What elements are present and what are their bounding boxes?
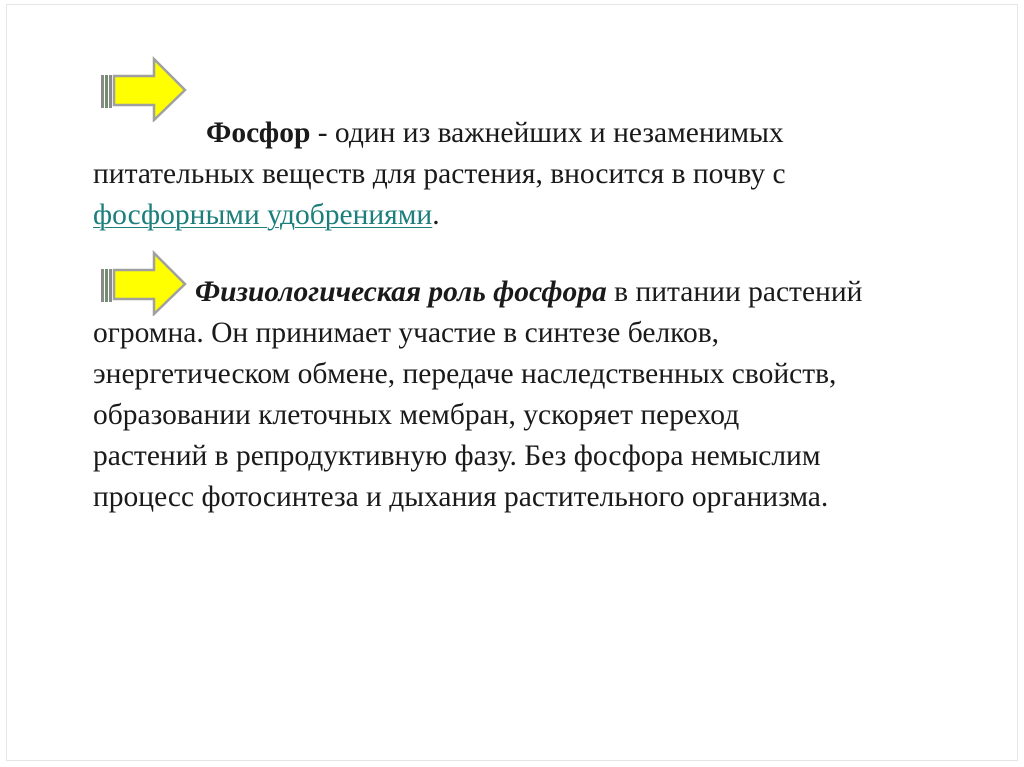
term-physiological-role: Физиологическая роль фосфора <box>195 276 607 308</box>
paragraph2-line3: энергетическом обмене, передаче наследственных свойств, <box>93 358 837 390</box>
paragraph2-line6: процесс фотосинтеза и дыхания растительного организма. <box>93 481 829 513</box>
paragraph1-end: . <box>432 199 440 231</box>
term-phosphorus: Фосфор <box>206 117 311 149</box>
paragraph-phosphorus <box>93 113 993 236</box>
slide <box>6 4 1018 761</box>
paragraph2-text: в питании растений <box>606 276 863 308</box>
paragraph1-text: - один из важнейших и незаменимых <box>310 117 784 149</box>
phosphate-fertilizers-link[interactable]: фосфорными удобрениями <box>93 199 433 231</box>
paragraph2-line4: образовании клеточных мембран, ускоряет переход <box>93 399 740 431</box>
arrow-stripes <box>101 75 112 108</box>
paragraph1-line2: питательных веществ для растения, вносится в почву с <box>93 158 786 190</box>
paragraph2-line2: огромна. Он принимает участие в синтезе белков, <box>93 317 720 349</box>
arrow-body <box>114 59 185 120</box>
paragraph-physiological-role <box>93 272 993 518</box>
paragraph2-line5: растений в репродуктивную фазу. Без фосфора немыслим <box>93 440 821 472</box>
